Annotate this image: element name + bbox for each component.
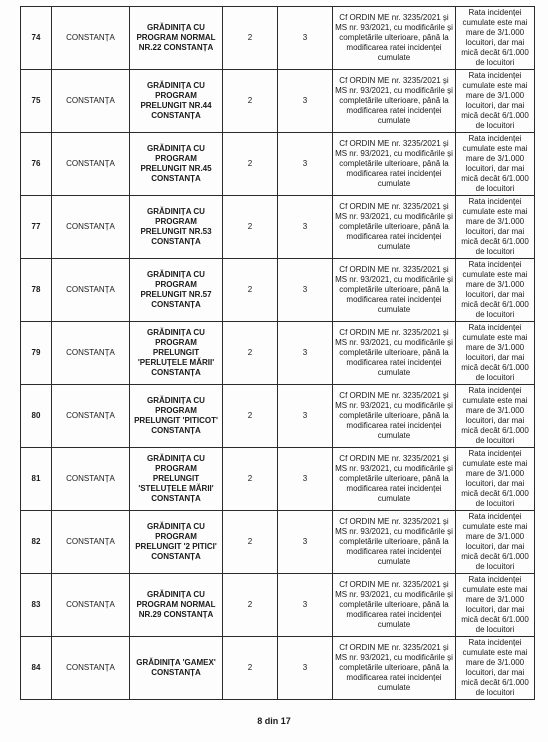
order-reference-cell: Cf ORDIN ME nr. 3235/2021 și MS nr. 93/2021, cu modificările și completările ulterioare, până la modificarea ratei incidenței cumulate	[333, 259, 456, 322]
value-a-cell: 2	[223, 385, 278, 448]
order-reference-cell: Cf ORDIN ME nr. 3235/2021 și MS nr. 93/2021, cu modificările și completările ulterioare, până la modificarea ratei incidenței cumulate	[333, 322, 456, 385]
locality-cell: CONSTANȚA	[52, 196, 130, 259]
value-a-cell: 2	[223, 574, 278, 637]
school-name-cell: GRĂDINIȚA CU PROGRAM PRELUNGIT NR.57 CONSTANȚA	[130, 259, 223, 322]
order-reference-cell: Cf ORDIN ME nr. 3235/2021 și MS nr. 93/2021, cu modificările și completările ulterioare, până la modificarea ratei incidenței cumulate	[333, 133, 456, 196]
table-row	[21, 322, 535, 385]
locality-cell: CONSTANȚA	[52, 511, 130, 574]
value-a-cell: 2	[223, 196, 278, 259]
order-reference-cell: Cf ORDIN ME nr. 3235/2021 și MS nr. 93/2021, cu modificările și completările ulterioare, până la modificarea ratei incidenței cumulate	[333, 70, 456, 133]
incidence-rate-cell: Rata incidenței cumulate este mai mare de 3/1.000 locuitori, dar mai mică decât 6/1.000 de locuitori	[456, 574, 535, 637]
school-name-cell: GRĂDINIȚA CU PROGRAM NORMAL NR.22 CONSTANȚA	[130, 7, 223, 70]
order-reference-cell: Cf ORDIN ME nr. 3235/2021 și MS nr. 93/2021, cu modificările și completările ulterioare, până la modificarea ratei incidenței cumulate	[333, 196, 456, 259]
value-b-cell: 3	[278, 448, 333, 511]
table-body	[21, 7, 535, 700]
row-number: 75	[21, 70, 52, 133]
row-number: 82	[21, 511, 52, 574]
locality-cell: CONSTANȚA	[52, 322, 130, 385]
school-name-cell: GRĂDINIȚA CU PROGRAM PRELUNGIT '2 PITICI' CONSTANȚA	[130, 511, 223, 574]
value-b-cell: 3	[278, 637, 333, 700]
incidence-rate-cell: Rata incidenței cumulate este mai mare de 3/1.000 locuitori, dar mai mică decât 6/1.000 de locuitori	[456, 259, 535, 322]
order-reference-cell: Cf ORDIN ME nr. 3235/2021 și MS nr. 93/2021, cu modificările și completările ulterioare, până la modificarea ratei incidenței cumulate	[333, 448, 456, 511]
value-a-cell: 2	[223, 133, 278, 196]
row-number: 77	[21, 196, 52, 259]
incidence-rate-cell: Rata incidenței cumulate este mai mare de 3/1.000 locuitori, dar mai mică decât 6/1.000 de locuitori	[456, 448, 535, 511]
school-name-cell: GRĂDINIȚA CU PROGRAM PRELUNGIT 'STELUȚELE MĂRII' CONSTANȚA	[130, 448, 223, 511]
incidence-rate-cell: Rata incidenței cumulate este mai mare de 3/1.000 locuitori, dar mai mică decât 6/1.000 de locuitori	[456, 133, 535, 196]
value-a-cell: 2	[223, 70, 278, 133]
incidence-rate-cell: Rata incidenței cumulate este mai mare de 3/1.000 locuitori, dar mai mică decât 6/1.000 de locuitori	[456, 70, 535, 133]
table-row	[21, 7, 535, 70]
table-row	[21, 385, 535, 448]
table-row	[21, 448, 535, 511]
locality-cell: CONSTANȚA	[52, 7, 130, 70]
row-number: 83	[21, 574, 52, 637]
school-name-cell: GRĂDINIȚA CU PROGRAM PRELUNGIT 'PITICOT' CONSTANȚA	[130, 385, 223, 448]
locality-cell: CONSTANȚA	[52, 637, 130, 700]
locality-cell: CONSTANȚA	[52, 259, 130, 322]
order-reference-cell: Cf ORDIN ME nr. 3235/2021 și MS nr. 93/2021, cu modificările și completările ulterioare, până la modificarea ratei incidenței cumulate	[333, 511, 456, 574]
order-reference-cell: Cf ORDIN ME nr. 3235/2021 și MS nr. 93/2021, cu modificările și completările ulterioare, până la modificarea ratei incidenței cumulate	[333, 385, 456, 448]
value-b-cell: 3	[278, 7, 333, 70]
school-name-cell: GRĂDINIȚA CU PROGRAM NORMAL NR.29 CONSTANȚA	[130, 574, 223, 637]
row-number: 81	[21, 448, 52, 511]
row-number: 84	[21, 637, 52, 700]
row-number: 76	[21, 133, 52, 196]
schools-table	[20, 6, 535, 700]
row-number: 80	[21, 385, 52, 448]
row-number: 79	[21, 322, 52, 385]
incidence-rate-cell: Rata incidenței cumulate este mai mare de 3/1.000 locuitori, dar mai mică decât 6/1.000 de locuitori	[456, 196, 535, 259]
value-b-cell: 3	[278, 322, 333, 385]
value-b-cell: 3	[278, 574, 333, 637]
table-row	[21, 637, 535, 700]
school-name-cell: GRĂDINIȚA CU PROGRAM PRELUNGIT 'PERLUȚELE MĂRII' CONSTANȚA	[130, 322, 223, 385]
table-row	[21, 70, 535, 133]
order-reference-cell: Cf ORDIN ME nr. 3235/2021 și MS nr. 93/2021, cu modificările și completările ulterioare, până la modificarea ratei incidenței cumulate	[333, 574, 456, 637]
table-row	[21, 196, 535, 259]
row-number: 78	[21, 259, 52, 322]
incidence-rate-cell: Rata incidenței cumulate este mai mare de 3/1.000 locuitori, dar mai mică decât 6/1.000 de locuitori	[456, 511, 535, 574]
value-b-cell: 3	[278, 133, 333, 196]
value-a-cell: 2	[223, 7, 278, 70]
value-a-cell: 2	[223, 448, 278, 511]
order-reference-cell: Cf ORDIN ME nr. 3235/2021 și MS nr. 93/2021, cu modificările și completările ulterioare, până la modificarea ratei incidenței cumulate	[333, 637, 456, 700]
school-name-cell: GRĂDINIȚA CU PROGRAM PRELUNGIT NR.45 CONSTANȚA	[130, 133, 223, 196]
locality-cell: CONSTANȚA	[52, 574, 130, 637]
locality-cell: CONSTANȚA	[52, 448, 130, 511]
value-a-cell: 2	[223, 511, 278, 574]
incidence-rate-cell: Rata incidenței cumulate este mai mare de 3/1.000 locuitori, dar mai mică decât 6/1.000 de locuitori	[456, 7, 535, 70]
value-a-cell: 2	[223, 259, 278, 322]
value-a-cell: 2	[223, 637, 278, 700]
locality-cell: CONSTANȚA	[52, 70, 130, 133]
locality-cell: CONSTANȚA	[52, 385, 130, 448]
incidence-rate-cell: Rata incidenței cumulate este mai mare de 3/1.000 locuitori, dar mai mică decât 6/1.000 de locuitori	[456, 385, 535, 448]
row-number: 74	[21, 7, 52, 70]
incidence-rate-cell: Rata incidenței cumulate este mai mare de 3/1.000 locuitori, dar mai mică decât 6/1.000 de locuitori	[456, 637, 535, 700]
value-a-cell: 2	[223, 322, 278, 385]
value-b-cell: 3	[278, 385, 333, 448]
value-b-cell: 3	[278, 70, 333, 133]
table-row	[21, 133, 535, 196]
school-name-cell: GRĂDINIȚA CU PROGRAM PRELUNGIT NR.53 CONSTANȚA	[130, 196, 223, 259]
school-name-cell: GRĂDINIȚA 'GAMEX' CONSTANȚA	[130, 637, 223, 700]
value-b-cell: 3	[278, 196, 333, 259]
school-name-cell: GRĂDINIȚA CU PROGRAM PRELUNGIT NR.44 CONSTANȚA	[130, 70, 223, 133]
order-reference-cell: Cf ORDIN ME nr. 3235/2021 și MS nr. 93/2021, cu modificările și completările ulterioare, până la modificarea ratei incidenței cumulate	[333, 7, 456, 70]
table-row	[21, 511, 535, 574]
page-number: 8 din 17	[257, 716, 291, 726]
value-b-cell: 3	[278, 259, 333, 322]
table-row	[21, 574, 535, 637]
value-b-cell: 3	[278, 511, 333, 574]
locality-cell: CONSTANȚA	[52, 133, 130, 196]
table-row	[21, 259, 535, 322]
incidence-rate-cell: Rata incidenței cumulate este mai mare de 3/1.000 locuitori, dar mai mică decât 6/1.000 de locuitori	[456, 322, 535, 385]
